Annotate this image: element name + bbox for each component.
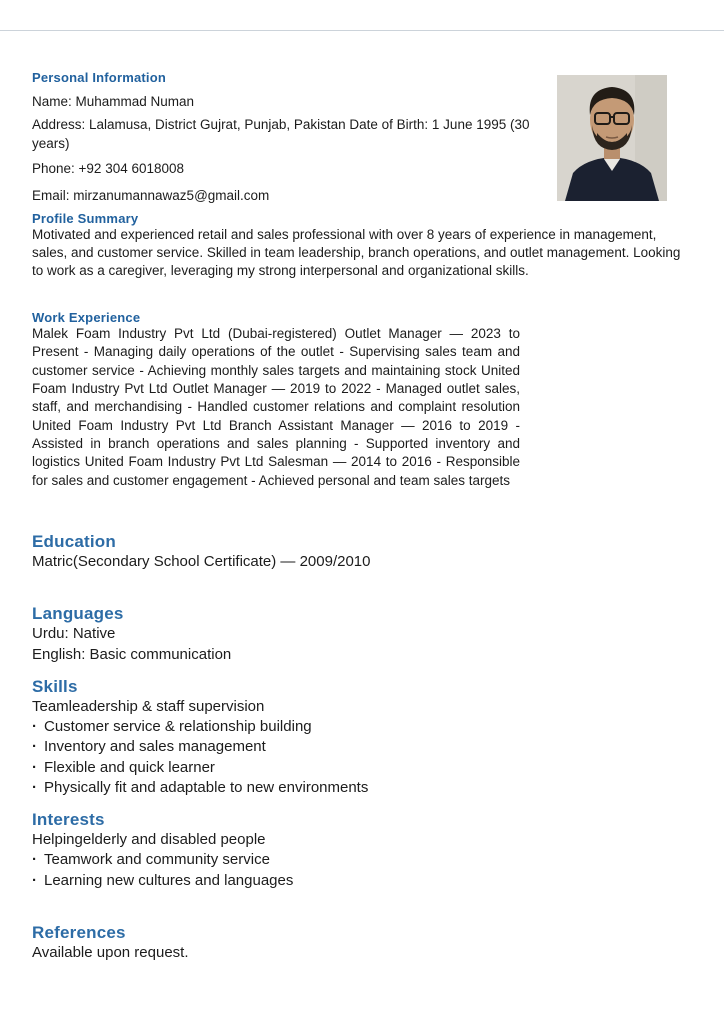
personal-email-line: Email: mirzanumannawaz5@gmail.com — [32, 187, 270, 203]
top-divider — [0, 30, 724, 31]
skill-item-label: Customer service & relationship building — [44, 718, 312, 736]
section-title-profile-summary: Profile Summary — [32, 211, 139, 227]
personal-information-block — [32, 93, 537, 205]
section-title-work-experience: Work Experience — [32, 309, 141, 325]
personal-address-line: Address: Lalamusa, District Gujrat, Punjab, Pakistan Date of Birth: 1 June 1995 (30 years) — [32, 116, 530, 151]
education-line: Matric(Secondary School Certificate) — 2009/2010 — [32, 553, 371, 571]
interest-item-label: Teamwork and community service — [44, 851, 270, 869]
skill-item-label: Inventory and sales management — [44, 738, 266, 756]
references-line: Available upon request. — [32, 943, 189, 961]
interests-lead-line: Helpingelderly and disabled people — [32, 831, 266, 849]
bullet-icon: · — [32, 758, 37, 776]
bullet-icon: · — [32, 738, 37, 756]
section-title-personal-information: Personal Information — [32, 70, 167, 85]
section-title-education: Education — [32, 532, 116, 552]
resume-content — [32, 70, 690, 963]
skill-item — [32, 717, 690, 737]
skill-item — [32, 737, 690, 757]
skill-item — [32, 778, 690, 798]
skills-lead-line: Teamleadership & staff supervision — [32, 697, 265, 715]
skill-item — [32, 758, 690, 778]
language-line-urdu: Urdu: Native — [32, 625, 116, 643]
skill-item-label: Physically fit and adaptable to new environments — [44, 778, 369, 796]
bullet-icon: · — [32, 778, 37, 796]
profile-summary-text: Motivated and experienced retail and sales professional with over 8 years of experience in management, sales, and customer service. Skilled in team leadership, branch operations, and outlet management. Looking to work as a caregiver, leveraging my strong interpersonal and organizational skills. — [32, 227, 681, 279]
bullet-icon: · — [32, 871, 37, 889]
section-title-languages: Languages — [32, 604, 124, 624]
section-title-references: References — [32, 922, 126, 942]
personal-name-line: Name: Muhammad Numan — [32, 94, 195, 109]
bullet-icon: · — [32, 851, 37, 869]
skill-item-label: Flexible and quick learner — [44, 758, 215, 776]
interest-item — [32, 871, 690, 891]
personal-phone-line: Phone: +92 304 6018008 — [32, 160, 185, 176]
section-title-skills: Skills — [32, 676, 78, 696]
interest-item — [32, 850, 690, 870]
bullet-icon: · — [32, 718, 37, 736]
language-line-english: English: Basic communication — [32, 645, 232, 663]
work-experience-text: Malek Foam Industry Pvt Ltd (Dubai-registered) Outlet Manager — 2023 to Present - Managing daily operations of the outlet - Supervising sales team and customer service - Achieving monthly sales targets and maintaining stock United Foam Industry Pvt Ltd Outlet Manager — 2019 to 2022 - Managed outlet sales, staff, and merchandising - Handled customer relations and complaint resolution United Foam Industry Pvt Ltd Branch Assistant Manager — 2016 to 2019 - Assisted in branch operations and sales planning - Supported inventory and logistics United Foam Industry Pvt Ltd Salesman — 2014 to 2016 - Responsible for sales and customer engagement - Achieved personal and team sales targets — [32, 325, 520, 488]
interest-item-label: Learning new cultures and languages — [44, 871, 294, 889]
section-title-interests: Interests — [32, 810, 105, 830]
